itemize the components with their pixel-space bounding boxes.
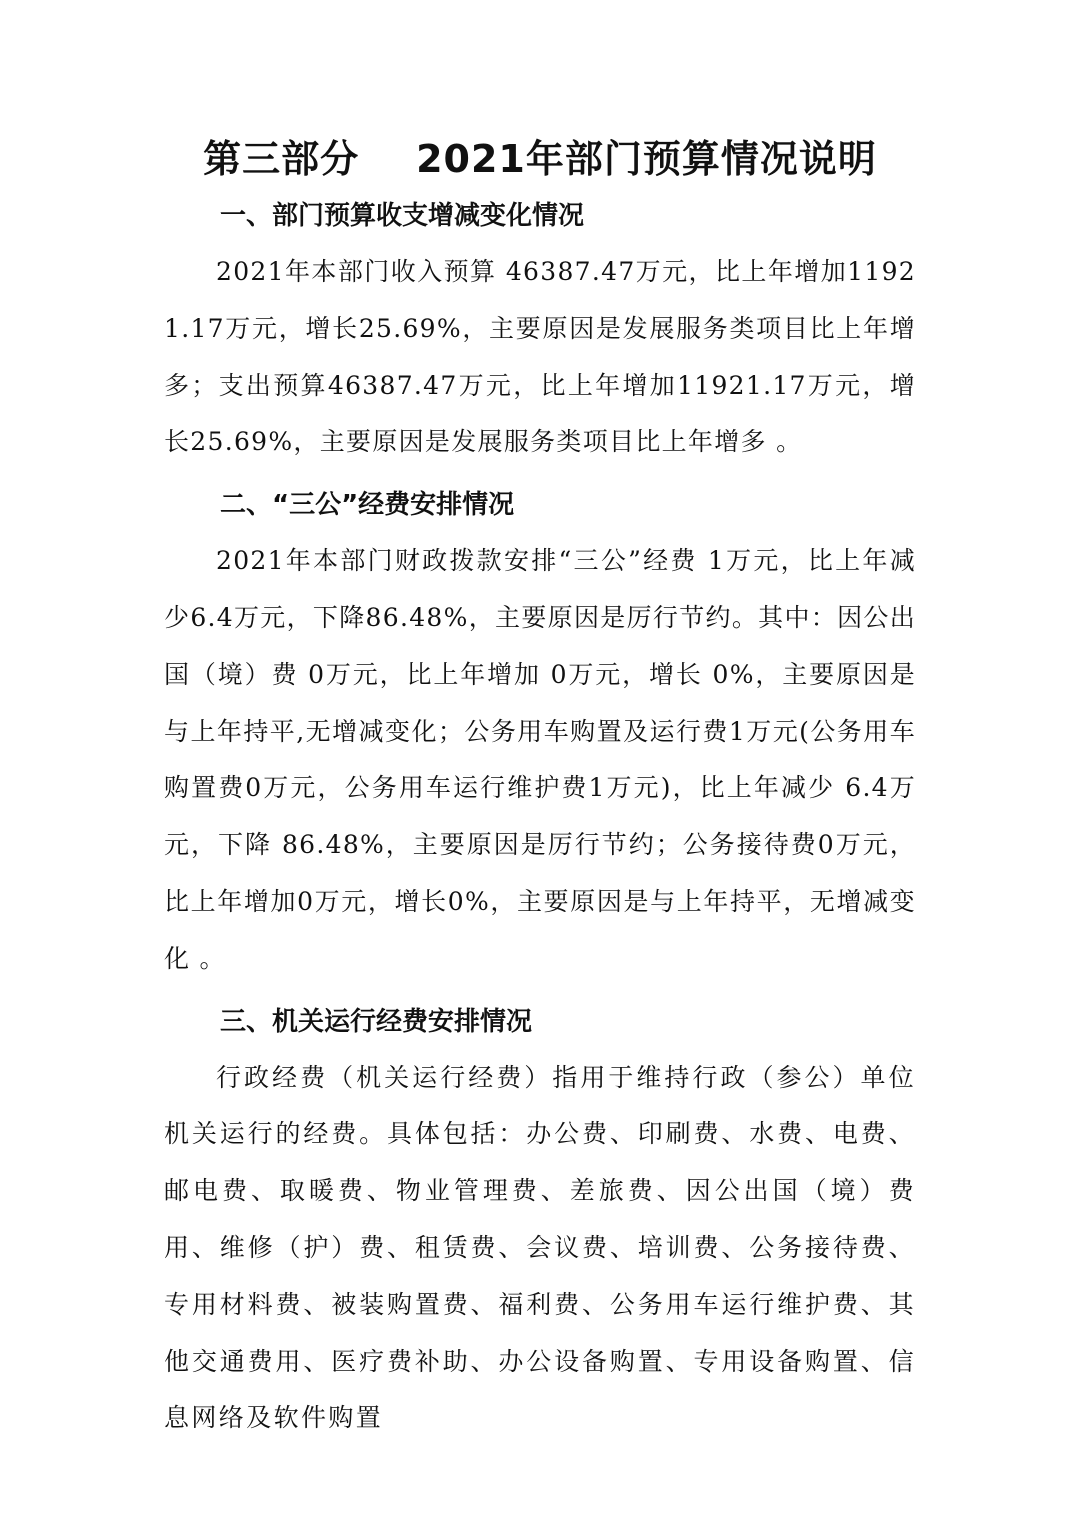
section-paragraph-three-public-expenses: 2021年本部门财政拨款安排“三公”经费 1万元，比上年减少6.4万元，下降86.48%，主要原因是厉行节约。其中：因公出国（境）费 0万元，比上年增加 0万元，增长 0%，主要原因是与上年持平,无增减变化；公务用车购置及运行费1万元(公务用车购置费0万元，公务用车运行维护费1万元)，比上年减少 6.4万元，下降 86.48%，主要原因是厉行节约；公务接待费0万元，比上年增加0万元，增长0%，主要原因是与上年持平，无增减变化 。 [164,546,916,973]
page-title: 第三部分 2021年部门预算情况说明 [203,137,877,181]
document-page [164,130,916,1447]
section-paragraph-operating-expenses: 行政经费（机关运行经费）指用于维持行政（参公）单位机关运行的经费。具体包括：办公费、印刷费、水费、电费、邮电费、取暖费、物业管理费、差旅费、因公出国（境）费用、维修（护）费、租赁费、会议费、培训费、公务接待费、专用材料费、被装购置费、福利费、公务用车运行维护费、其他交通费用、医疗费补助、办公设备购置、专用设备购置、信息网络及软件购置 [164,1062,916,1433]
section-heading-operating-expenses: 三、机关运行经费安排情况 [220,1006,533,1037]
section-heading-three-public-expenses: 二、“三公”经费安排情况 [220,490,515,521]
section-heading-budget-changes: 一、部门预算收支增减变化情况 [220,201,585,231]
section-paragraph-budget-changes: 2021年本部门收入预算 46387.47万元，比上年增加11921.17万元，增长25.69%，主要原因是发展服务类项目比上年增多；支出预算46387.47万元，比上年增加11921.17万元，增长25.69%，主要原因是发展服务类项目比上年增多 。 [164,257,916,457]
